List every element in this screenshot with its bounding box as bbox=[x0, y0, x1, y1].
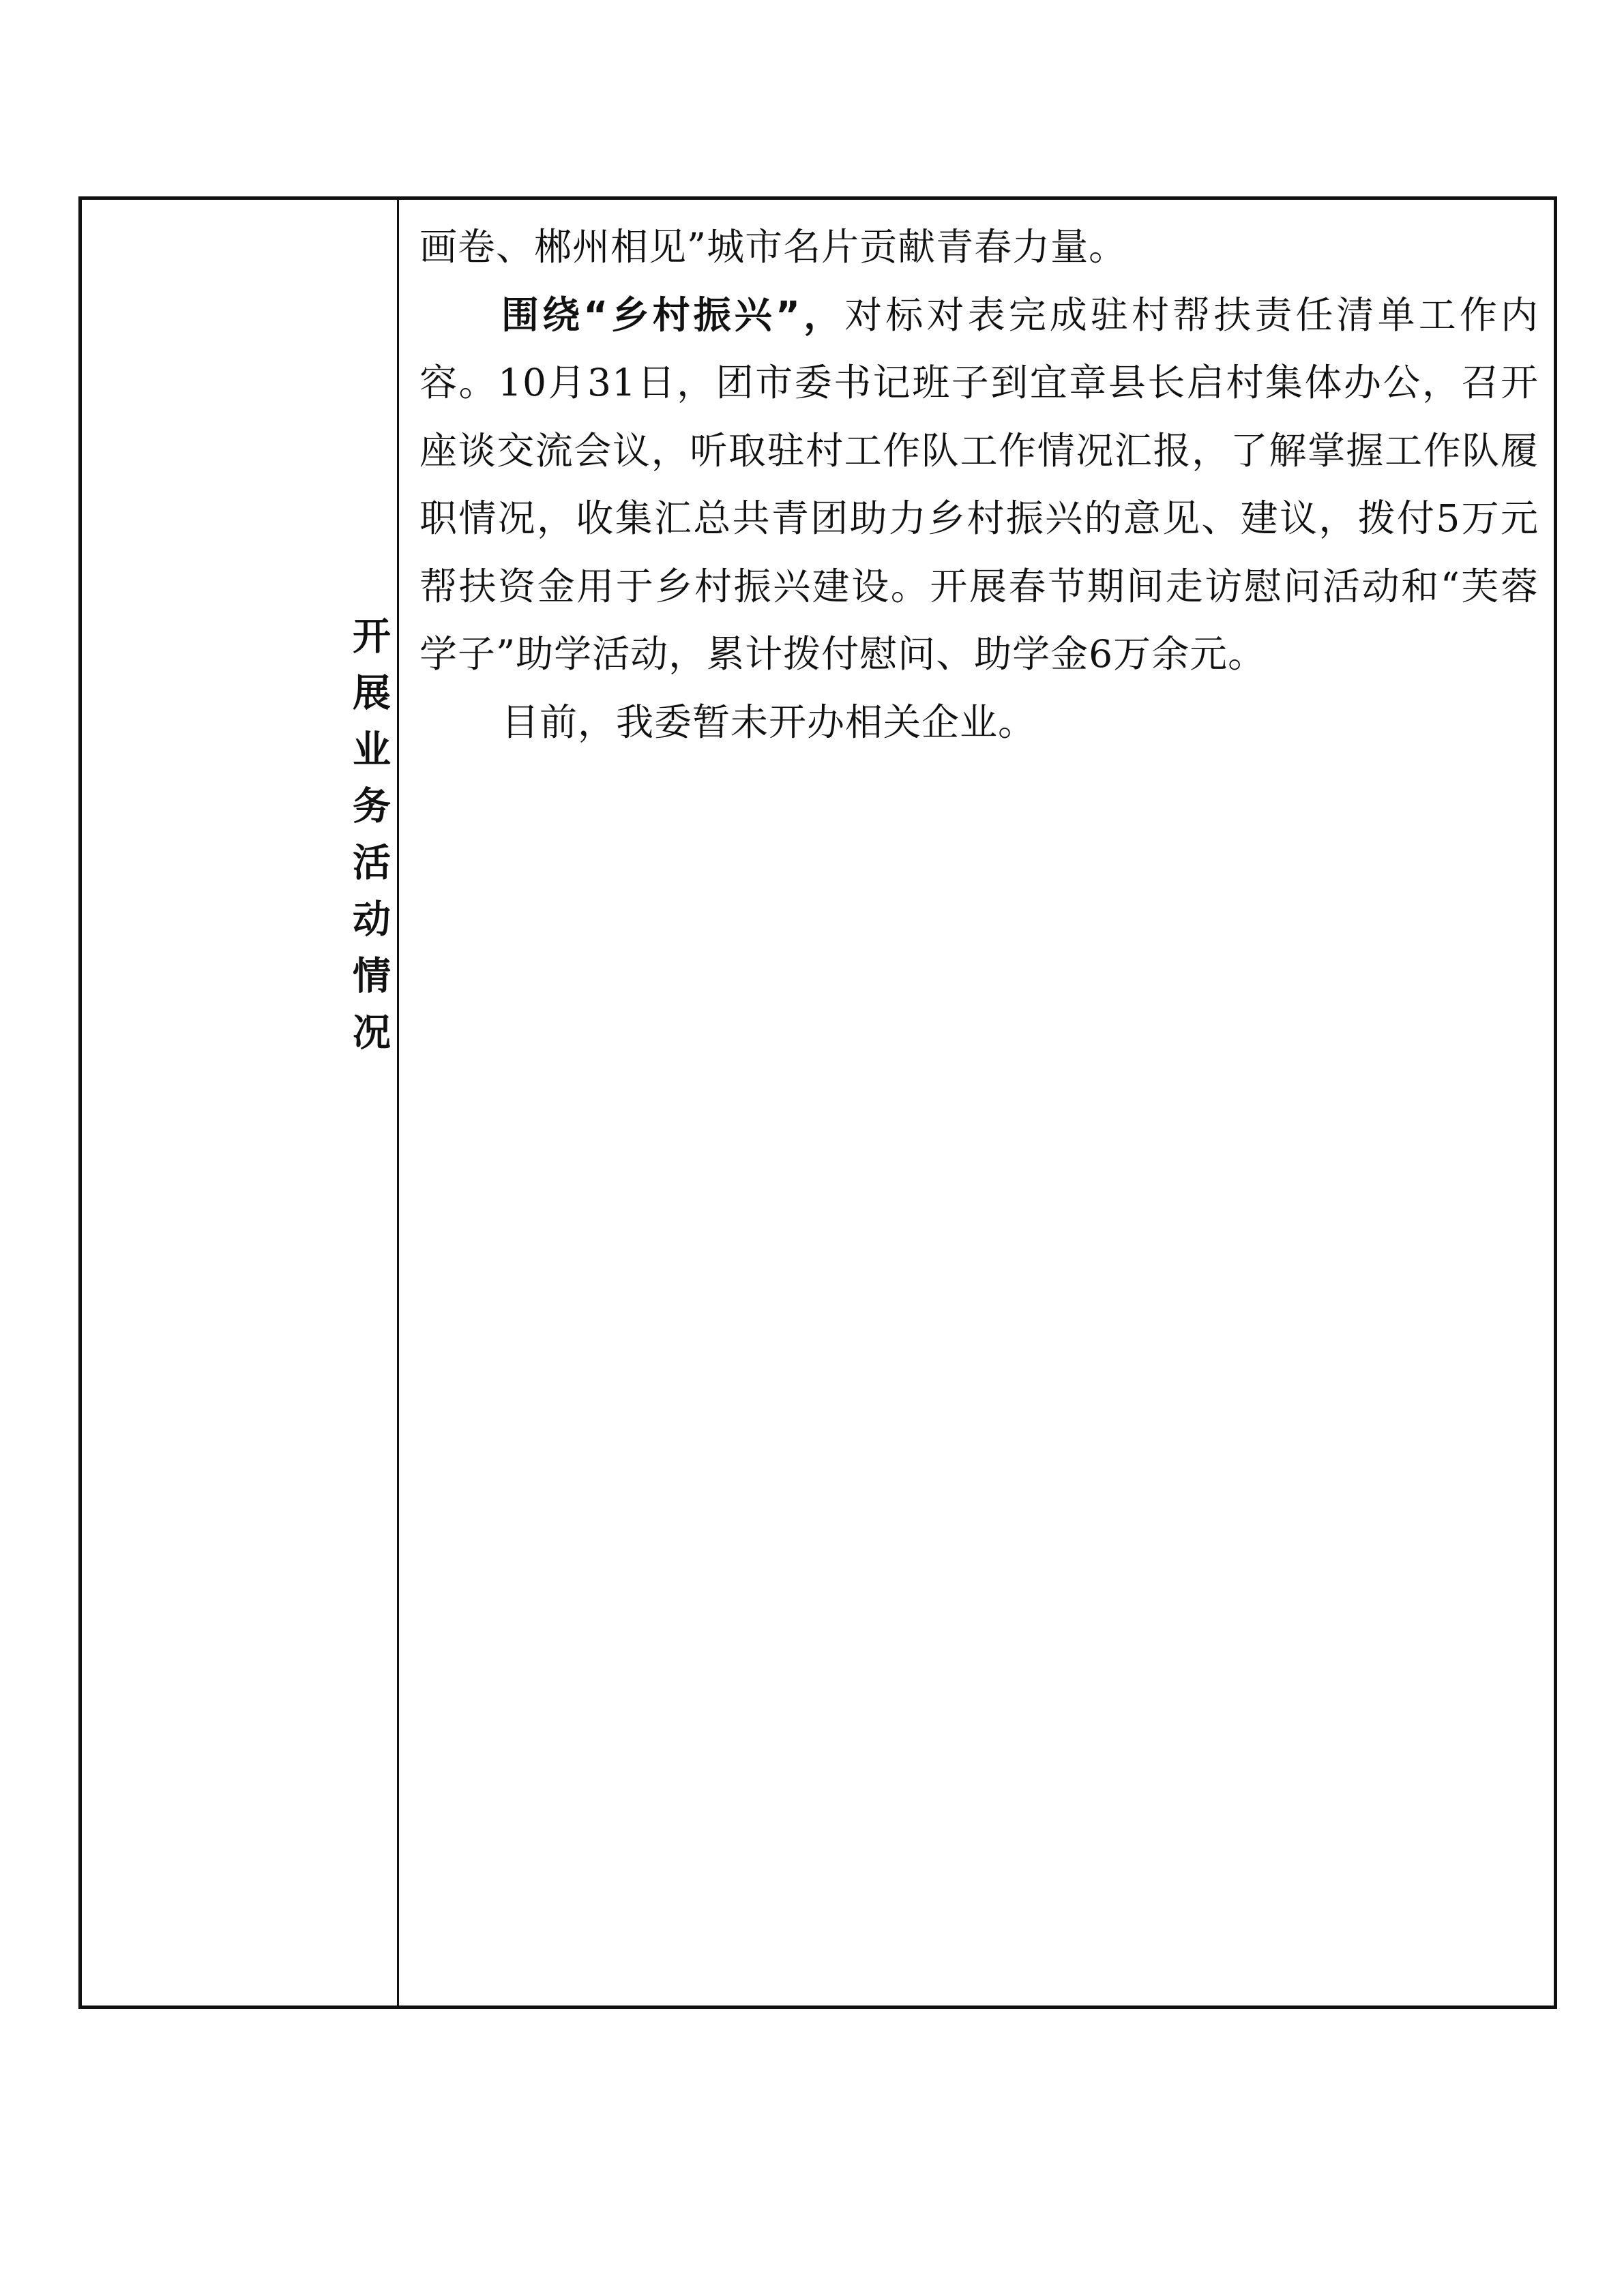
row-label bbox=[82, 616, 397, 1069]
content-cell bbox=[399, 200, 1554, 2006]
row-label-cell bbox=[82, 200, 399, 2006]
paragraph-continuation bbox=[419, 213, 1539, 282]
report-table bbox=[78, 196, 1557, 2009]
paragraph-bold-lead: 围绕“乡村振兴”， bbox=[501, 293, 845, 337]
row-label-text: 开展业务活动情况 bbox=[346, 616, 391, 1069]
paragraph-continuation-text: 画卷、郴州相见”城市名片贡献青春力量。 bbox=[419, 225, 1127, 269]
paragraph-enterprise-status bbox=[419, 689, 1539, 757]
paragraph-rural-revitalization bbox=[419, 282, 1539, 689]
paragraph-rural-revitalization-text: 对标对表完成驻村帮扶责任清单工作内容。10月31日，团市委书记班子到宜章县长启村集体办公，召开座谈交流会议，听取驻村工作队工作情况汇报，了解掌握工作队履职情况，收集汇总共青团助力乡村振兴的意见、建议，拨付5万元帮扶资金用于乡村振兴建设。开展春节期间走访慰问活动和“芙蓉学子”助学活动，累计拨付慰问、助学金6万余元。 bbox=[419, 293, 1539, 676]
paragraph-enterprise-status-text: 目前，我委暂未开办相关企业。 bbox=[501, 700, 1037, 744]
